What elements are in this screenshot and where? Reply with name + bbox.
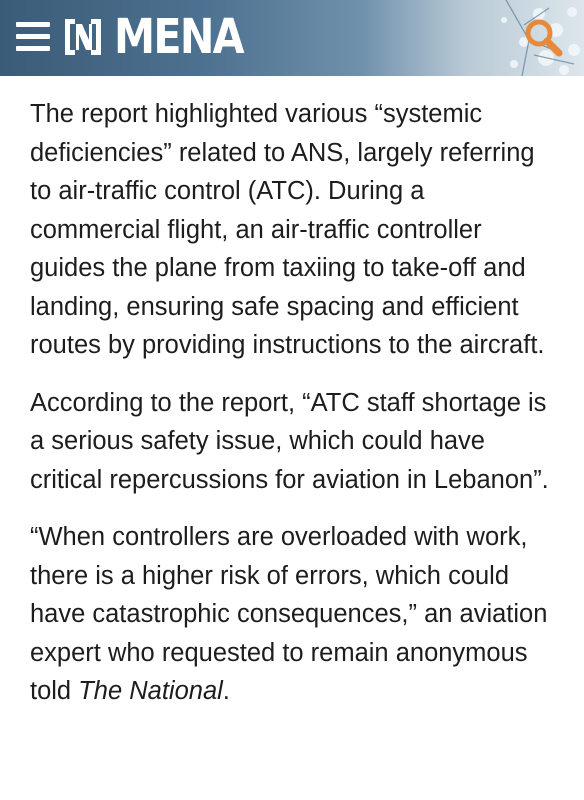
quote-text: “When controllers are overloaded with work, there is a higher risk of errors, which could have catastrophic consequences,” an aviation expert who requested to remain anonymous told: [30, 523, 548, 705]
quote-end: .: [222, 677, 230, 705]
article-paragraph: According to the report, “ATC staff shortage is a serious safety issue, which could have critical repercussions for aviation in Lebanon”.: [30, 388, 549, 494]
article-body: [30, 95, 560, 730]
section-brand-title[interactable]: MENA: [114, 9, 243, 65]
publication-name: The National: [78, 677, 223, 705]
site-header: [0, 0, 584, 76]
article-quote-paragraph: [30, 518, 560, 711]
search-icon[interactable]: [522, 16, 564, 58]
article-paragraph: The report highlighted various “systemic deficiencies” related to ANS, largely referring to air-traffic control (ATC). During a commercial flight, an air-traffic controller guides the plane from taxiing to take-off and landing, ensuring safe spacing and efficient routes by providing instructions to the aircraft.: [30, 100, 545, 359]
hamburger-menu-icon[interactable]: [16, 22, 50, 52]
the-national-logo-icon[interactable]: [62, 16, 104, 58]
